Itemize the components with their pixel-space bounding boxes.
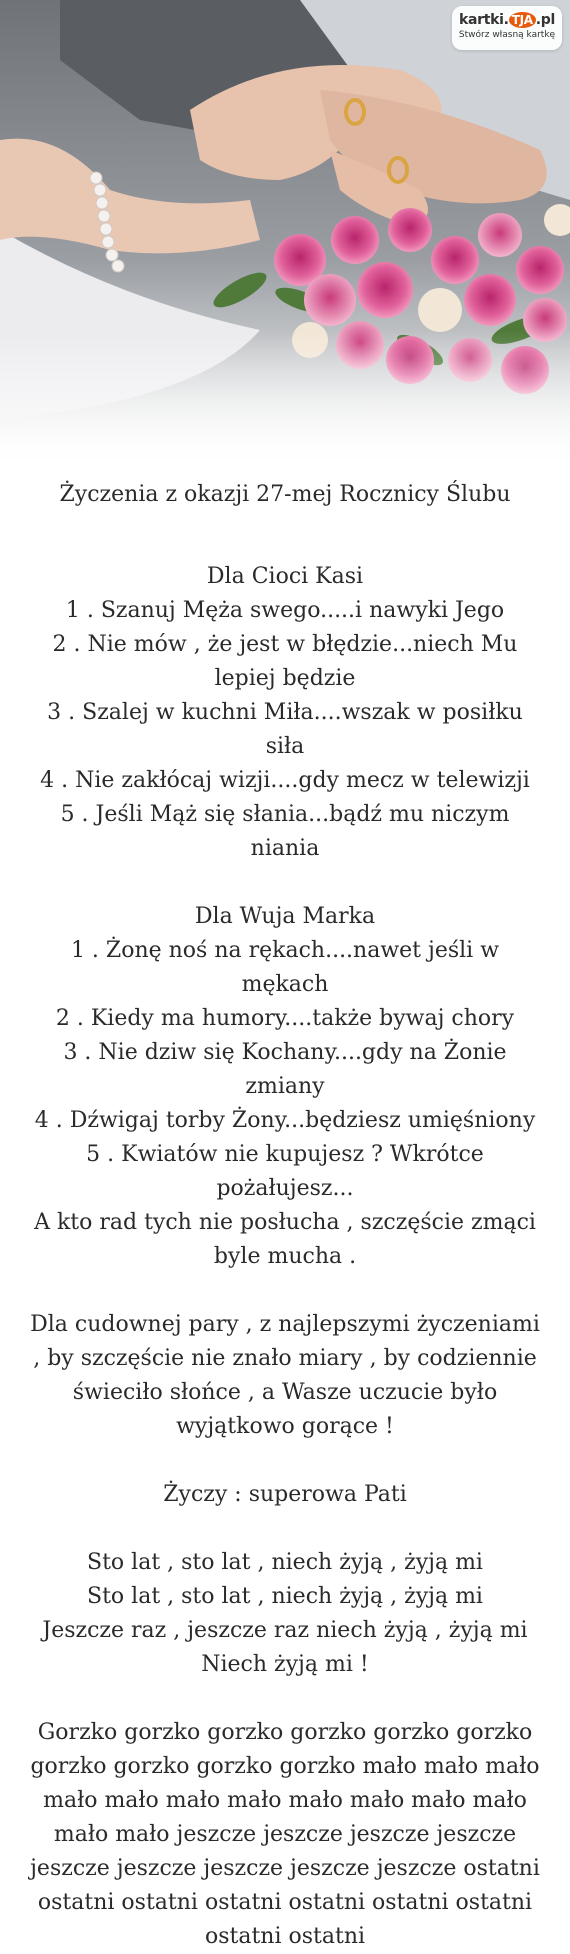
section1-line-4: 4 . Nie zakłócaj wizji....gdy mecz w telewizji	[40, 768, 530, 793]
song-line-1: Sto lat , sto lat , niech żyją , żyją mi	[87, 1550, 483, 1575]
section2-line-3: 3 . Nie dziw się Kochany....gdy na Żonie zmiany	[63, 1040, 507, 1099]
card-title: Życzenia z okazji 27-mej Rocznicy Ślubu	[59, 482, 511, 507]
song-line-2: Sto lat , sto lat , niech żyją , żyją mi	[87, 1584, 483, 1609]
chant-paragraph: Gorzko gorzko gorzko gorzko gorzko gorzko gorzko gorzko gorzko gorzko mało mało mało mało mało mało mało mało mało mało mało mało mało jeszcze jeszcze jeszcze jeszcze jeszcze jeszcze jeszcze jeszcze jeszcze ostatni ostatni ostatni ostatni ostatni ostatni ostatni ostatni ostatni	[30, 1720, 540, 1949]
section2-line-1: 1 . Żonę noś na rękach....nawet jeśli w mękach	[70, 938, 500, 997]
section1-line-3: 3 . Szalej w kuchni Miła....wszak w posiłku siła	[47, 700, 523, 759]
section1-heading: Dla Cioci Kasi	[206, 564, 364, 589]
section1-line-2: 2 . Nie mów , że jest w błędzie...niech Mu lepiej będzie	[52, 632, 518, 691]
card-text	[0, 478, 570, 1954]
song-line-4: Niech żyją mi !	[201, 1652, 369, 1677]
section2-line-4: 4 . Dźwigaj torby Żony...będziesz umięśniony	[34, 1108, 536, 1133]
hero-photo	[0, 0, 570, 470]
kartki-tja-logo[interactable]	[452, 6, 562, 50]
section2-heading: Dla Wuja Marka	[194, 904, 376, 929]
signature: Życzy : superowa Pati	[163, 1482, 407, 1507]
wedding-hands-bouquet-image	[0, 0, 570, 470]
section2-line-6: A kto rad tych nie posłucha , szczęście zmąci byle mucha .	[34, 1210, 536, 1269]
section2-line-2: 2 . Kiedy ma humory....także bywaj chory	[55, 1006, 515, 1031]
section2-line-5: 5 . Kwiatów nie kupujesz ? Wkrótce pożałujesz...	[86, 1142, 484, 1201]
logo-tagline: Stwórz własną kartkę	[458, 30, 556, 40]
song-line-3: Jeszcze raz , jeszcze raz niech żyją , żyją mi	[42, 1618, 528, 1643]
logo-brand: kartki. TJA .pl	[459, 12, 555, 28]
wishes-paragraph: Dla cudownej pary , z najlepszymi życzeniami , by szczęście nie znało miary , by codziennie świeciło słońce , a Wasze uczucie było wyjątkowo gorące !	[30, 1312, 540, 1439]
section1-line-1: 1 . Szanuj Męża swego.....i nawyki Jego	[65, 598, 505, 623]
section1-line-5: 5 . Jeśli Mąż się słania...bądź mu niczym niania	[60, 802, 510, 861]
